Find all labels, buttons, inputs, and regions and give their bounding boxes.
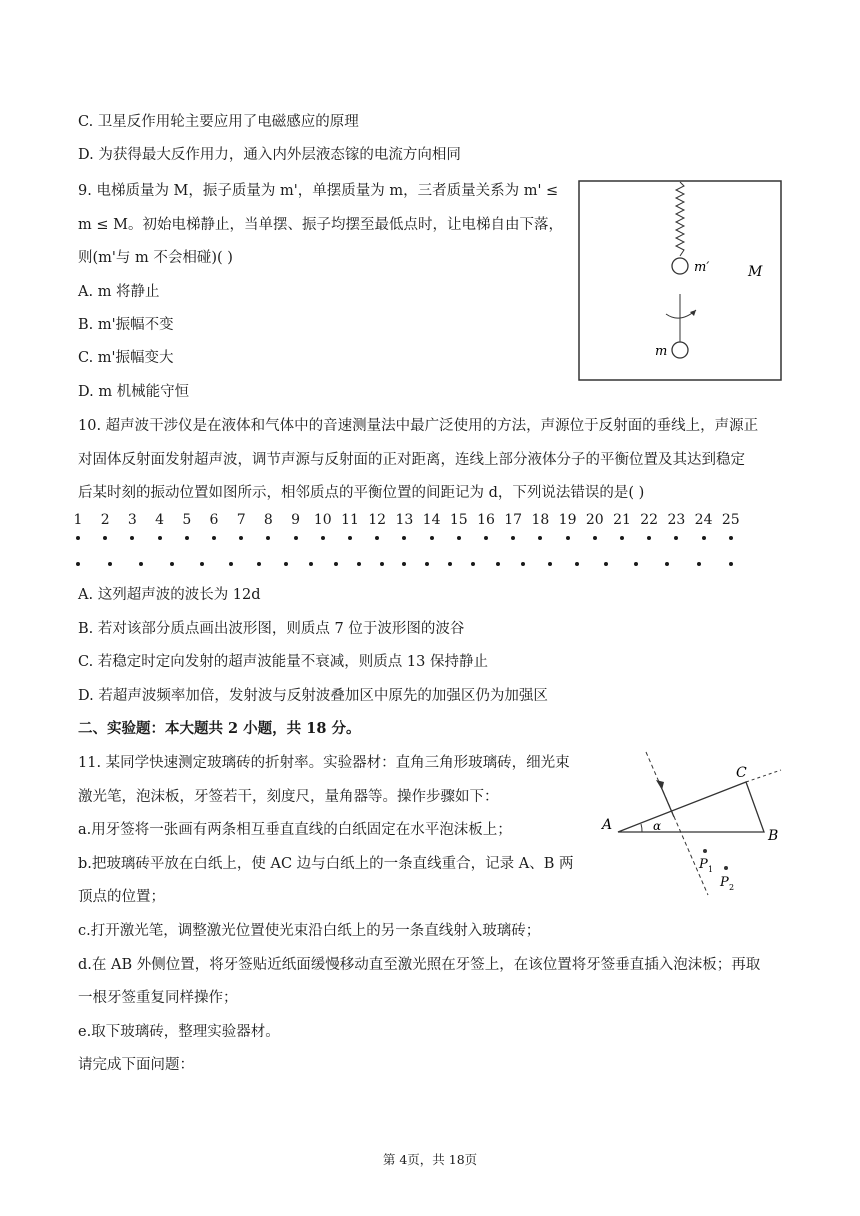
svg-text:2: 2	[729, 883, 735, 892]
q11-prism-figure	[596, 750, 792, 900]
displaced-dot	[170, 562, 174, 566]
equilibrium-dot	[212, 536, 216, 540]
particle-label: 5	[182, 512, 192, 528]
equilibrium-dot	[185, 536, 189, 540]
q9-stem-line2: m ≤ M。初始电梯静止，当单摆、振子均摆至最低点时，让电梯自由下落，	[78, 217, 563, 233]
displaced-dot	[548, 562, 552, 566]
q11-step-b-line1: b.把玻璃砖平放在白纸上，使 AC 边与白纸上的一条直线重合，记录 A、B 两	[78, 856, 574, 872]
q9-option-c: C. m'振幅变大	[78, 350, 174, 366]
q8-option-d: D. 为获得最大反作用力，通入内外层液态镓的电流方向相同	[78, 147, 461, 163]
particle-label: 21	[613, 512, 631, 528]
q9-option-d: D. m 机械能守恒	[78, 384, 190, 400]
displaced-dot	[334, 562, 338, 566]
equilibrium-dot	[402, 536, 406, 540]
equilibrium-dot	[674, 536, 678, 540]
displaced-dot	[309, 562, 313, 566]
triangle-abc	[618, 782, 764, 832]
equilibrium-dot	[266, 536, 270, 540]
equilibrium-dot	[593, 536, 597, 540]
particle-label: 7	[236, 512, 246, 528]
particle-label: 16	[477, 512, 495, 528]
q10-option-d: D. 若超声波频率加倍，发射波与反射波叠加区中原先的加强区仍为加强区	[78, 688, 548, 704]
svg-text:P: P	[699, 857, 708, 872]
displaced-dot	[76, 562, 80, 566]
q9-stem-line1: 9. 电梯质量为 M，振子质量为 m'，单摆质量为 m，三者质量关系为 m' ≤	[78, 183, 559, 199]
svg-text:α: α	[653, 819, 662, 833]
q9-option-a: A. m 将静止	[78, 284, 160, 300]
q11-step-e: e.取下玻璃砖，整理实验器材。	[78, 1024, 280, 1040]
particle-label: 20	[585, 512, 604, 528]
particle-label: 6	[209, 512, 219, 528]
equilibrium-dot	[158, 536, 162, 540]
equilibrium-dot	[538, 536, 542, 540]
q10-stem-line3: 后某时刻的振动位置如图所示，相邻质点的平衡位置的间距记为 d，下列说法错误的是( )	[78, 485, 645, 501]
q11-stem-line2: 激光笔，泡沫板，牙签若干，刻度尺，量角器等。操作步骤如下：	[78, 789, 499, 805]
page-footer: 第 4页，共 18页	[382, 1152, 478, 1167]
equilibrium-dot	[511, 536, 515, 540]
displaced-dot	[425, 562, 429, 566]
equilibrium-dot	[430, 536, 434, 540]
displaced-dot	[665, 562, 669, 566]
particle-label: 22	[640, 512, 659, 528]
q10-stem-line2: 对固体反射面发射超声波，调节声源与反射面的正对距离，连线上部分液体分子的平衡位置及其达到稳定	[78, 452, 745, 468]
q10-particle-diagram	[70, 512, 770, 572]
equilibrium-dot	[457, 536, 461, 540]
particle-label: 4	[155, 512, 165, 528]
q11-step-c: c.打开激光笔，调整激光位置使光束沿白纸上的另一条直线射入玻璃砖；	[78, 923, 541, 939]
displaced-dot	[471, 562, 475, 566]
particle-label: 24	[694, 512, 713, 528]
spring	[676, 182, 684, 256]
particle-label: 1	[73, 512, 83, 528]
particle-label: 13	[395, 512, 414, 528]
swing-arrow	[666, 310, 696, 318]
pin-p1	[703, 849, 707, 853]
q9-option-b: B. m'振幅不变	[78, 317, 174, 333]
q9-elevator-figure	[578, 180, 782, 382]
q10-option-b: B. 若对该部分质点画出波形图，则质点 7 位于波形图的波谷	[78, 621, 465, 637]
displaced-dot	[139, 562, 143, 566]
q11-stem-line1: 11. 某同学快速测定玻璃砖的折射率。实验器材：直角三角形玻璃砖，细光束	[78, 755, 570, 771]
displaced-dot	[521, 562, 525, 566]
equilibrium-dot	[130, 536, 134, 540]
q10-option-a: A. 这列超声波的波长为 12d	[78, 587, 261, 603]
equilibrium-dot	[566, 536, 570, 540]
q11-prompt: 请完成下面问题：	[78, 1057, 194, 1073]
particle-label: 12	[368, 512, 387, 528]
section-heading: 二、实验题：本大题共 2 小题，共 18 分。	[78, 720, 361, 737]
q10-option-c: C. 若稳定时定向发射的超声波能量不衰减，则质点 13 保持静止	[78, 654, 488, 670]
displaced-dot	[380, 562, 384, 566]
equilibrium-dot	[729, 536, 733, 540]
oscillator-ball	[672, 258, 688, 274]
displaced-dot	[229, 562, 233, 566]
q11-step-d-line2: 一根牙签重复同样操作；	[78, 990, 238, 1006]
equilibrium-dot	[484, 536, 488, 540]
equilibrium-dot	[321, 536, 325, 540]
particle-label: 3	[127, 512, 137, 528]
equilibrium-dot	[294, 536, 298, 540]
q10-stem-line1: 10. 超声波干涉仪是在液体和气体中的音速测量法中最广泛使用的方法，声源位于反射面的垂线上，声源正	[78, 418, 759, 434]
displaced-dot	[604, 562, 608, 566]
displaced-dot	[108, 562, 112, 566]
svg-text:m′: m′	[694, 260, 710, 275]
equilibrium-dot	[702, 536, 706, 540]
pin-p2	[724, 866, 728, 870]
q9-stem-line3: 则(m'与 m 不会相碰)( )	[78, 250, 233, 266]
particle-label: 14	[422, 512, 441, 528]
svg-text:C: C	[736, 765, 747, 781]
svg-text:1: 1	[708, 865, 714, 874]
displaced-dot	[402, 562, 406, 566]
q11-step-a: a.用牙签将一张画有两条相互垂直直线的白纸固定在水平泡沫板上；	[78, 822, 512, 838]
svg-text:A: A	[602, 817, 613, 833]
displaced-dot	[634, 562, 638, 566]
displaced-dot	[697, 562, 701, 566]
equilibrium-dot	[375, 536, 379, 540]
particle-label: 23	[667, 512, 686, 528]
particle-label: 10	[313, 512, 332, 528]
particle-label: 17	[504, 512, 523, 528]
equilibrium-dot	[76, 536, 80, 540]
particle-label: 11	[341, 512, 359, 528]
particle-label: 2	[100, 512, 110, 528]
displaced-dot	[575, 562, 579, 566]
particle-label: 15	[449, 512, 468, 528]
displaced-dot	[357, 562, 361, 566]
particle-label: 18	[531, 512, 550, 528]
displaced-dot	[257, 562, 261, 566]
displaced-dot	[496, 562, 500, 566]
equilibrium-dot	[647, 536, 651, 540]
ac-extension	[746, 770, 781, 782]
particle-label: 9	[291, 512, 301, 528]
equilibrium-dot	[239, 536, 243, 540]
particle-label: 8	[263, 512, 273, 528]
particle-label: 19	[558, 512, 577, 528]
svg-text:P: P	[720, 875, 729, 890]
q8-option-c: C. 卫星反作用轮主要应用了电磁感应的原理	[78, 114, 359, 130]
equilibrium-dot	[620, 536, 624, 540]
pendulum-ball	[672, 342, 688, 358]
particle-label: 25	[721, 512, 740, 528]
displaced-dot	[448, 562, 452, 566]
svg-text:M: M	[748, 264, 763, 280]
svg-text:m: m	[655, 344, 668, 359]
svg-text:B: B	[768, 828, 779, 844]
q11-step-d-line1: d.在 AB 外侧位置，将牙签贴近纸面缓慢移动直至激光照在牙签上，在该位置将牙签垂直插入泡沫板；再取	[78, 957, 761, 973]
displaced-dot	[200, 562, 204, 566]
equilibrium-dot	[103, 536, 107, 540]
equilibrium-dot	[348, 536, 352, 540]
q11-step-b-line2: 顶点的位置；	[78, 889, 165, 905]
displaced-dot	[284, 562, 288, 566]
displaced-dot	[729, 562, 733, 566]
